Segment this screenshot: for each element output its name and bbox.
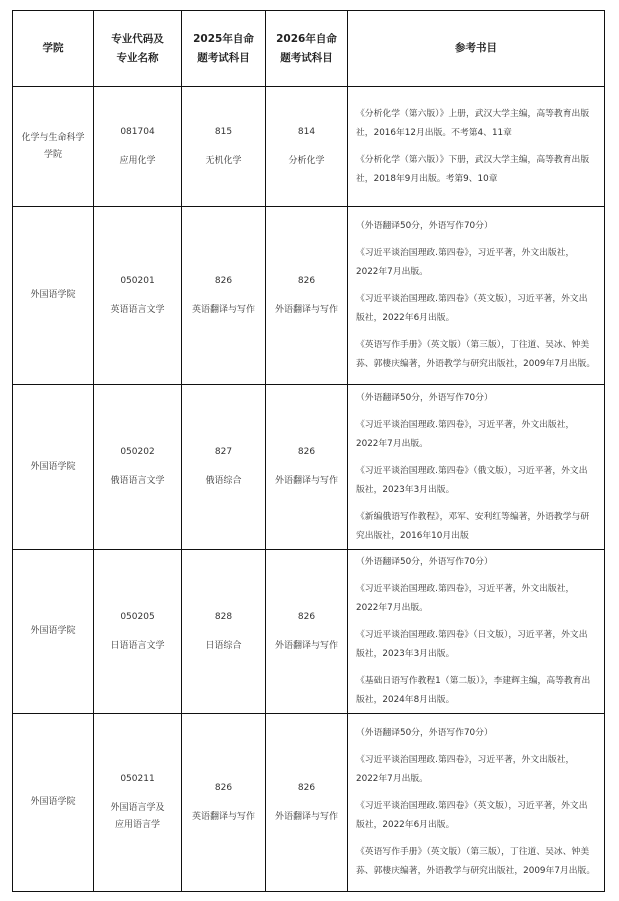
table-row (13, 207, 605, 385)
subject-2025-name: 无机化学 (205, 155, 242, 166)
subject-2026-name: 分析化学 (288, 155, 325, 166)
subject-2025-name: 英语翻译与写作 (191, 811, 255, 822)
college-name: 化学与生命科学学院 (21, 132, 85, 160)
major-cell (94, 207, 182, 385)
major-name: 日语语言文学 (110, 640, 165, 651)
subject-2026-cell (266, 714, 348, 892)
subject-2025-code: 828 (214, 611, 233, 622)
subject-2025-code: 815 (214, 126, 233, 137)
reference-book-table (12, 10, 605, 892)
major-code: 081704 (120, 126, 155, 137)
reference-books-cell (348, 87, 605, 207)
reference-entry: 《习近平谈治国理政.第四卷》（日文版），习近平著，外文出版社，2023年3月出版。 (356, 630, 588, 659)
header-subject-2026: 2026年自命题考试科目 (266, 11, 348, 87)
major-cell (94, 714, 182, 892)
subject-2026-code: 826 (297, 275, 316, 286)
subject-2025-name: 日语综合 (205, 640, 242, 651)
subject-2026-code: 826 (297, 447, 316, 457)
subject-2026-cell (266, 87, 348, 207)
subject-2026-cell (266, 207, 348, 385)
major-code: 050211 (120, 774, 155, 784)
reference-entry: 《分析化学（第六版）》上册，武汉大学主编，高等教育出版社，2016年12月出版。不考第4、11章 (356, 108, 590, 138)
header-subject-2025: 2025年自命题考试科目 (182, 11, 266, 87)
table-row (13, 385, 605, 550)
major-cell (94, 550, 182, 714)
reference-entry: 《习近平谈治国理政.第四卷》（英文版），习近平著，外文出版社，2022年6月出版。 (356, 294, 588, 323)
subject-2026-code: 826 (297, 782, 316, 793)
college-cell (13, 385, 94, 550)
subject-2025-code: 826 (214, 275, 233, 286)
table-row (13, 87, 605, 207)
college-cell (13, 550, 94, 714)
reference-entry: （外语翻译50分，外语写作70分） (356, 728, 493, 738)
header-major: 专业代码及专业名称 (94, 11, 182, 87)
college-cell (13, 87, 94, 207)
major-cell (94, 385, 182, 550)
subject-2025-name: 俄语综合 (205, 476, 242, 486)
header-row (13, 11, 605, 87)
major-cell (94, 87, 182, 207)
header-college: 学院 (13, 11, 94, 87)
reference-entry: 《分析化学（第六版）》下册，武汉大学主编，高等教育出版社，2018年9月出版。考第9、10章 (356, 154, 590, 184)
major-code: 050202 (120, 447, 155, 457)
reference-books-cell (348, 385, 605, 550)
subject-2026-name: 外语翻译与写作 (274, 304, 338, 315)
reference-entry: 《习近平谈治国理政.第四卷》（英文版），习近平著，外文出版社，2022年6月出版。 (356, 801, 588, 830)
college-name: 外国语学院 (30, 461, 76, 472)
reference-books-cell (348, 207, 605, 385)
reference-entry: （外语翻译50分，外语写作70分） (356, 557, 493, 567)
college-cell (13, 207, 94, 385)
subject-2025-cell (182, 714, 266, 892)
reference-entry: 《习近平谈治国理政.第四卷》，习近平著，外文出版社，2022年7月出版。 (356, 419, 575, 449)
subject-2026-code: 814 (297, 126, 316, 137)
major-name: 外国语言学及应用语言学 (110, 803, 165, 830)
major-name: 俄语语言文学 (110, 476, 165, 486)
reference-books-cell (348, 550, 605, 714)
subject-2025-code: 827 (214, 447, 233, 457)
subject-2026-cell (266, 550, 348, 714)
reference-entry: 《习近平谈治国理政.第四卷》，习近平著，外文出版社，2022年7月出版。 (356, 584, 575, 613)
reference-entry: 《习近平谈治国理政.第四卷》，习近平著，外文出版社，2022年7月出版。 (356, 248, 575, 277)
subject-2025-code: 826 (214, 782, 233, 793)
subject-2026-cell (266, 385, 348, 550)
reference-entry: 《基础日语写作教程1（第二版）》，李建辉主编，高等教育出版社，2024年8月出版。 (356, 676, 591, 705)
reference-entry: 《英语写作手册》（英文版）（第三版），丁往道、吴冰、钟美荪、郭棲庆编著，外语教学与研究出版社，2009年7月出版。 (356, 847, 596, 876)
subject-2025-cell (182, 385, 266, 550)
reference-entry: 《英语写作手册》（英文版）（第三版），丁往道、吴冰、钟美荪、郭棲庆编著，外语教学与研究出版社，2009年7月出版。 (356, 340, 596, 369)
college-cell (13, 714, 94, 892)
table-row (13, 550, 605, 714)
reference-entry: 《新编俄语写作教程》，邓军、安利红等编著，外语教学与研究出版社，2016年10月出版 (356, 511, 590, 541)
reference-entry: 《习近平谈治国理政.第四卷》（俄文版），习近平著，外文出版社，2023年3月出版。 (356, 465, 588, 495)
subject-2026-name: 外语翻译与写作 (274, 811, 338, 822)
college-name: 外国语学院 (30, 290, 76, 300)
subject-2026-name: 外语翻译与写作 (274, 476, 338, 486)
subject-2025-cell (182, 207, 266, 385)
reference-entry: （外语翻译50分，外语写作70分） (356, 392, 493, 403)
subject-2026-name: 外语翻译与写作 (274, 640, 338, 651)
major-name: 英语语言文学 (110, 304, 165, 315)
subject-2025-cell (182, 87, 266, 207)
major-code: 050205 (120, 611, 155, 622)
header-reference-books: 参考书目 (348, 11, 605, 87)
reference-books-cell (348, 714, 605, 892)
subject-2025-cell (182, 550, 266, 714)
reference-entry: （外语翻译50分，外语写作70分） (356, 221, 493, 231)
major-name: 应用化学 (119, 155, 156, 166)
college-name: 外国语学院 (30, 797, 76, 807)
major-code: 050201 (120, 275, 155, 286)
reference-entry: 《习近平谈治国理政.第四卷》，习近平著，外文出版社，2022年7月出版。 (356, 755, 575, 784)
college-name: 外国语学院 (30, 626, 76, 636)
subject-2026-code: 826 (297, 611, 316, 622)
subject-2025-name: 英语翻译与写作 (191, 304, 255, 315)
table-row (13, 714, 605, 892)
